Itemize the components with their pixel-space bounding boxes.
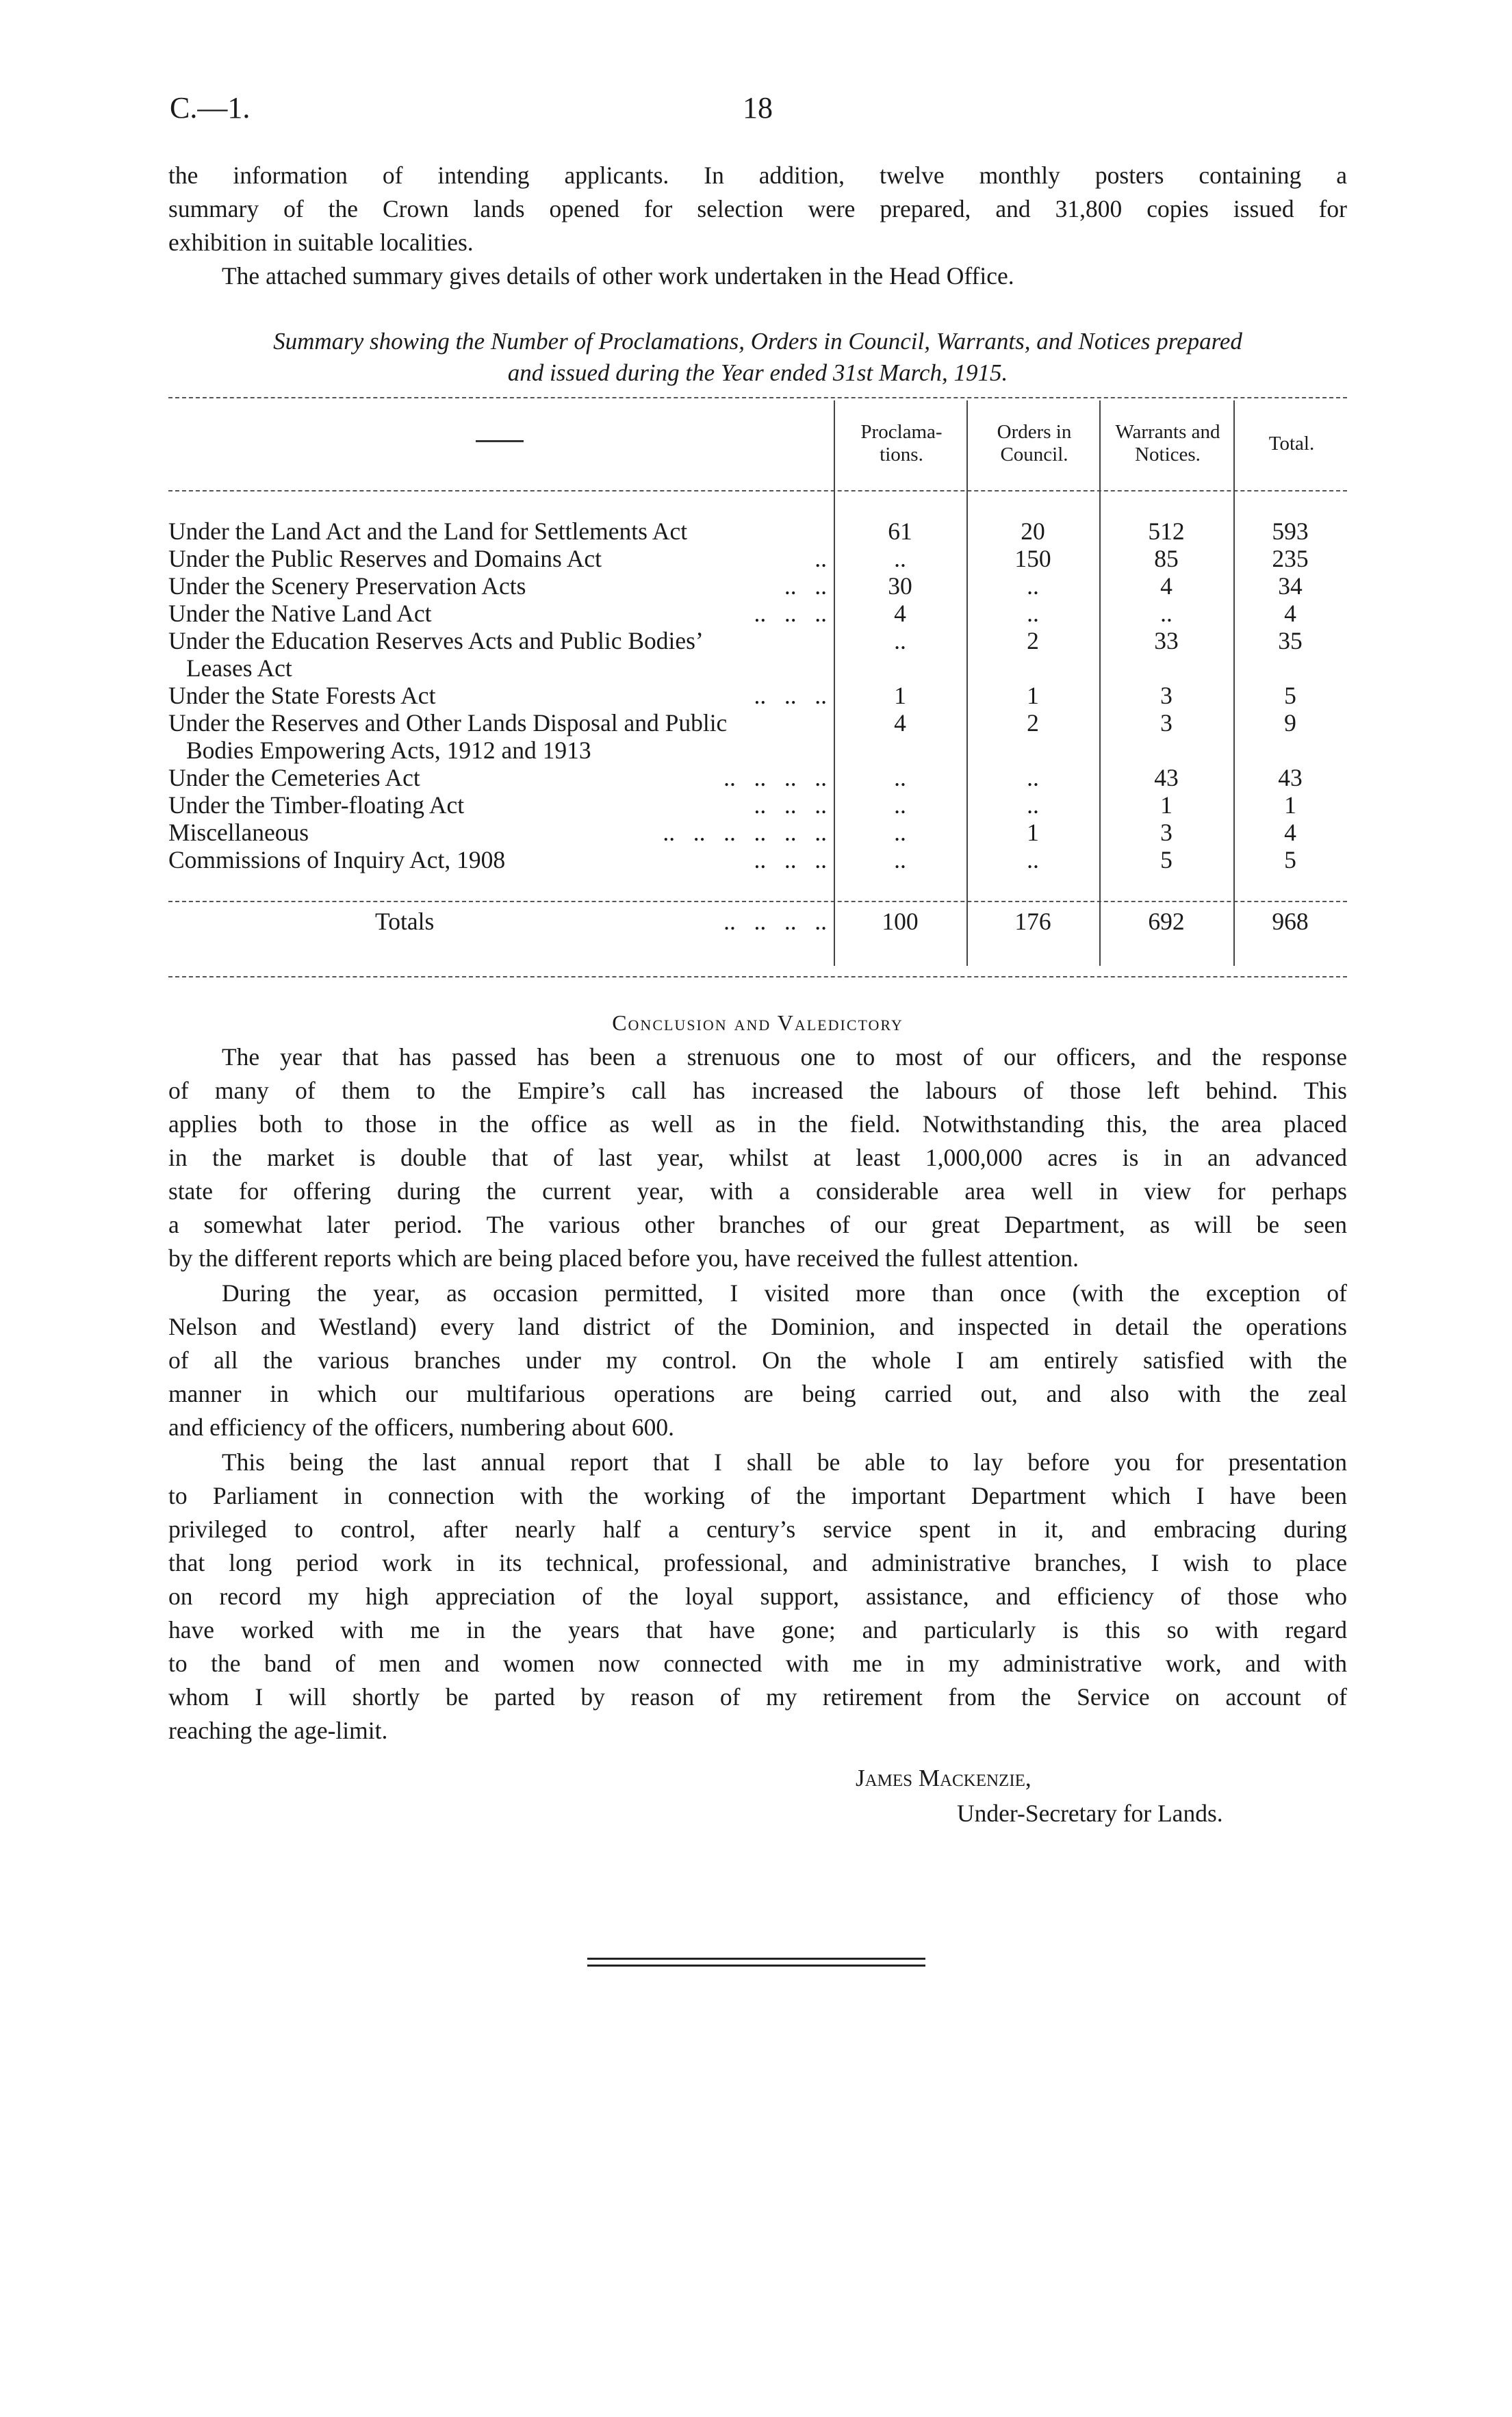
document-reference: C.—1.	[170, 91, 251, 125]
text-line: have worked with me in the years that have gone; and particularly is this so with regard	[168, 1616, 1347, 1644]
table-row-cell: ..	[894, 846, 906, 873]
table-row-cell: ..	[894, 764, 906, 791]
text-line: by the different reports which are being placed before you, have received the fullest attention.	[168, 1244, 1079, 1272]
table-row-leader-dots: ..	[815, 545, 827, 572]
totals-row-cell: 100	[882, 908, 919, 935]
table-row-cell: 2	[1027, 709, 1039, 737]
table-row-cell: ..	[1027, 764, 1039, 791]
column-header-text: Proclama- tions.	[860, 421, 943, 465]
table-row-cell: 5	[1284, 846, 1296, 873]
column-header-text: Orders in Council.	[997, 421, 1072, 465]
totals-row-label: Totals	[375, 908, 435, 935]
table-bottom-rule	[168, 976, 1347, 977]
table-row-cell: 2	[1027, 627, 1039, 654]
table-row-cell: ..	[894, 791, 906, 819]
table-row-cell: ..	[1027, 846, 1039, 873]
text-line: to Parliament in connection with the working of the important Department which I have been	[168, 1482, 1347, 1509]
text-line: applies both to those in the office as well as in the field. Notwithstanding this, the area placed	[168, 1110, 1347, 1138]
table-row-cell: 33	[1154, 627, 1179, 654]
table-row-leader-dots: .. .. ..	[754, 846, 827, 873]
table-row-cell: 512	[1148, 517, 1185, 545]
table-row-cell: ..	[1027, 600, 1039, 627]
text-line: reaching the age-limit.	[168, 1717, 388, 1744]
table-row-label-continued: Bodies Empowering Acts, 1912 and 1913	[186, 737, 591, 764]
text-line: of all the various branches under my control. On the whole I am entirely satisfied with the	[168, 1346, 1347, 1374]
table-row-cell: 1	[894, 682, 906, 709]
text-line: manner in which our multifarious operations are being carried out, and also with the zeal	[168, 1380, 1347, 1407]
table-row-cell: 34	[1278, 572, 1303, 600]
table-row-cell: ..	[894, 545, 906, 572]
stub-header-dash	[476, 440, 524, 442]
page-number: 18	[743, 91, 773, 125]
table-row-cell: 1	[1027, 819, 1039, 846]
table-row-cell: 4	[1160, 572, 1173, 600]
table-header-rule	[168, 490, 1347, 491]
table-row-cell: 150	[1014, 545, 1051, 572]
column-header-warrants	[1102, 421, 1233, 466]
table-row-leader-dots: .. .. ..	[754, 600, 827, 627]
table-row-cell: 43	[1154, 764, 1179, 791]
table-row-cell: 5	[1160, 846, 1173, 873]
section-heading: Conclusion and Valedictory	[612, 1010, 904, 1035]
column-divider	[1099, 400, 1101, 966]
text-line: exhibition in suitable localities.	[168, 229, 474, 256]
table-row-label: Under the State Forests Act	[168, 682, 436, 709]
paragraph-1	[168, 1040, 1347, 1275]
table-row-cell: 4	[894, 709, 906, 737]
text-line: This being the last annual report that I shall be able to lay before you for presentation	[222, 1448, 1347, 1476]
table-row-cell: 3	[1160, 682, 1173, 709]
table-row-cell: ..	[1027, 572, 1039, 600]
text-line: of many of them to the Empire’s call has increased the labours of those left behind. This	[168, 1077, 1347, 1104]
table-row-cell: 1	[1027, 682, 1039, 709]
table-row-leader-dots: .. .. .. ..	[723, 764, 827, 791]
totals-row-leader-dots: .. .. .. ..	[723, 908, 827, 935]
table-row-cell: 35	[1278, 627, 1303, 654]
table-row-cell: 235	[1272, 545, 1309, 572]
table-row-label: Under the Land Act and the Land for Settlements Act	[168, 517, 688, 545]
text-line: whom I will shortly be parted by reason of my retirement from the Service on account of	[168, 1683, 1347, 1711]
column-header-text: Warrants and Notices.	[1115, 421, 1220, 465]
table-row-cell: 593	[1272, 517, 1309, 545]
table-row-label: Under the Public Reserves and Domains Act	[168, 545, 602, 572]
table-row-cell: 3	[1160, 709, 1173, 737]
table-row-cell: 1	[1160, 791, 1173, 819]
intro-paragraph-2	[168, 259, 1347, 293]
table-row-cell: ..	[894, 627, 906, 654]
text-line: Nelson and Westland) every land district of the Dominion, and inspected in detail the operations	[168, 1313, 1347, 1340]
table-top-rule	[168, 397, 1347, 398]
table-row-cell: 4	[1284, 600, 1296, 627]
paragraph-2	[168, 1277, 1347, 1444]
table-row-cell: 3	[1160, 819, 1173, 846]
text-line: privileged to control, after nearly half a century’s service spent in it, and embracing during	[168, 1516, 1347, 1543]
text-line: on record my high appreciation of the loyal support, assistance, and efficiency of those who	[168, 1583, 1347, 1610]
end-rule	[587, 1958, 925, 1960]
signature-name: James Mackenzie,	[856, 1765, 1032, 1791]
table-row-cell: 9	[1284, 709, 1296, 737]
column-header-total	[1236, 433, 1347, 455]
table-row-label: Miscellaneous	[168, 819, 309, 846]
intro-paragraph	[168, 159, 1347, 259]
table-row-leader-dots: .. .. ..	[754, 682, 827, 709]
text-line: state for offering during the current year, with a considerable area well in view for perhaps	[168, 1177, 1347, 1205]
table-row-cell: 1	[1284, 791, 1296, 819]
text-line: summary of the Crown lands opened for selection were prepared, and 31,800 copies issued for	[168, 195, 1347, 222]
column-header-text: Total.	[1268, 433, 1315, 455]
table-row-label-continued: Leases Act	[186, 654, 292, 682]
table-row-leader-dots: .. ..	[784, 572, 827, 600]
table-row-label: Under the Reserves and Other Lands Disposal and Public	[168, 709, 728, 737]
table-row-label: Under the Timber-floating Act	[168, 791, 465, 819]
table-row-cell: 30	[888, 572, 912, 600]
table-row-cell: ..	[1160, 600, 1173, 627]
text-line: a somewhat later period. The various other branches of our great Department, as will be seen	[168, 1211, 1347, 1238]
table-row-cell: ..	[894, 819, 906, 846]
text-line: During the year, as occasion permitted, I visited more than once (with the exception of	[222, 1279, 1347, 1307]
table-row-cell: ..	[1027, 791, 1039, 819]
table-row-leader-dots: .. .. ..	[754, 791, 827, 819]
table-row-label: Under the Native Land Act	[168, 600, 432, 627]
caption-line: and issued during the Year ended 31st March, 1915.	[507, 359, 1008, 386]
text-line: to the band of men and women now connected with me in my administrative work, and with	[168, 1650, 1347, 1677]
column-divider	[966, 400, 968, 966]
table-row-cell: 85	[1154, 545, 1179, 572]
text-line: The attached summary gives details of other work undertaken in the Head Office.	[222, 262, 1014, 290]
table-row-cell: 4	[1284, 819, 1296, 846]
table-row-cell: 61	[888, 517, 912, 545]
text-line: the information of intending applicants. In addition, twelve monthly posters containing a	[168, 162, 1347, 189]
table-caption	[168, 326, 1347, 389]
signature-title: Under-Secretary for Lands.	[957, 1800, 1223, 1827]
table-totals-rule	[168, 901, 1347, 902]
paragraph-3	[168, 1446, 1347, 1748]
text-line: and efficiency of the officers, numbering about 600.	[168, 1414, 675, 1441]
totals-row-cell: 692	[1148, 908, 1185, 935]
table-row-leader-dots: .. .. .. .. .. ..	[663, 819, 827, 846]
caption-line: Summary showing the Number of Proclamations, Orders in Council, Warrants, and Notices prepared	[273, 328, 1242, 355]
end-rule	[587, 1965, 925, 1967]
column-divider	[834, 400, 835, 966]
text-line: The year that has passed has been a strenuous one to most of our officers, and the response	[222, 1043, 1347, 1071]
table-row-cell: 5	[1284, 682, 1296, 709]
column-header-orders	[969, 421, 1099, 466]
column-header-proclamations	[836, 421, 966, 466]
table-row-label: Under the Scenery Preservation Acts	[168, 572, 526, 600]
table-row-label: Under the Education Reserves Acts and Public Bodies’	[168, 627, 704, 654]
totals-row-cell: 176	[1014, 908, 1051, 935]
totals-row-cell: 968	[1272, 908, 1309, 935]
table-row-cell: 20	[1021, 517, 1045, 545]
table-row-label: Commissions of Inquiry Act, 1908	[168, 846, 506, 873]
table-row-label: Under the Cemeteries Act	[168, 764, 420, 791]
table-row-cell: 43	[1278, 764, 1303, 791]
table-row-cell: 4	[894, 600, 906, 627]
text-line: in the market is double that of last year, whilst at least 1,000,000 acres is in an advanced	[168, 1144, 1347, 1171]
text-line: that long period work in its technical, professional, and administrative branches, I wish to place	[168, 1549, 1347, 1576]
